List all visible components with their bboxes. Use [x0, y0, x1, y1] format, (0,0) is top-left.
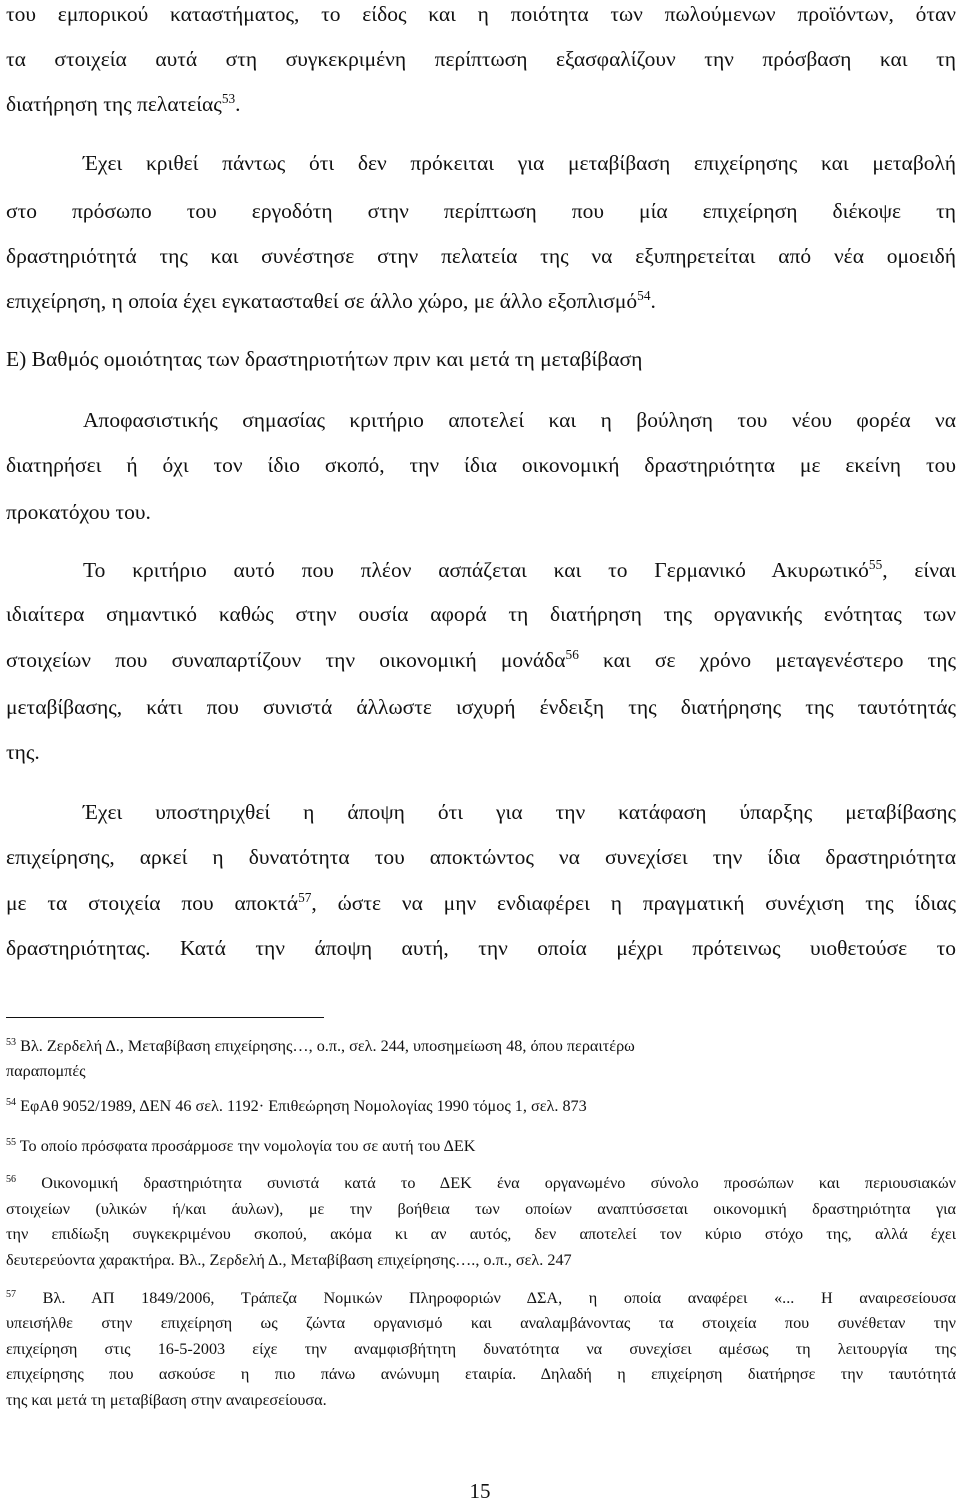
paragraph-line: [6, 798, 956, 826]
footnote-line: [6, 1095, 956, 1117]
paragraph-line: [6, 889, 956, 917]
text-run: ΕφΑθ 9052/1989, ΔΕΝ 46 σελ. 1192· Επιθεώρηση Νομολογίας 1990 τόμος 1, σελ. 873: [16, 1097, 587, 1115]
text-run: , ώστε να μην ενδιαφέρει η πραγματική συνέχιση της ίδιας: [311, 891, 957, 915]
paragraph-line: [6, 693, 956, 721]
paragraph-line: [6, 197, 956, 225]
paragraph-line: [6, 646, 956, 674]
text-run: με τα στοιχεία που αποκτά: [6, 891, 299, 915]
footnote-ref: 56: [6, 1173, 17, 1185]
page-number: 15: [469, 1479, 491, 1503]
paragraph-line: [6, 45, 956, 73]
footnote-line: [6, 1135, 956, 1157]
text-run: παραπομπές: [6, 1062, 86, 1080]
footnote-line: [6, 1287, 956, 1309]
text-run: επιχείρησης που ασκούσε η πιο πάνω ανώνυμη εταιρία. Δηλαδή η επιχείρηση διατήρησε την ταυτότητά: [6, 1365, 956, 1383]
paragraph-line: [6, 149, 956, 177]
text-run: δραστηριότητά της και συνέστησε στην πελατεία της να εξυπηρετείται από νέα ομοειδή: [6, 244, 956, 268]
footnote-line: [6, 1172, 956, 1194]
text-run: τα στοιχεία αυτά στη συγκεκριμένη περίπτωση εξασφαλίζουν την πρόσβαση και τη: [6, 47, 956, 71]
text-run: δραστηριότητας. Κατά την άποψη αυτή, την οποία μέχρι πρότεινως υιοθετούσε το: [6, 936, 956, 960]
text-run: μεταβίβασης, κάτι που συνιστά άλλωστε ισχυρή ένδειξη της διατήρησης της ταυτότητάς: [6, 695, 956, 719]
paragraph-line: [6, 498, 956, 526]
paragraph-line: [6, 0, 956, 28]
text-run: Το κριτήριο αυτό που πλέον ασπάζεται και το Γερμανικό Ακυρωτικό: [83, 558, 869, 582]
footnote-ref: 55: [868, 556, 883, 572]
footnote-ref: 55: [6, 1136, 17, 1148]
footnote-ref: 57: [6, 1288, 17, 1300]
text-run: ιδιαίτερα σημαντικό καθώς στην ουσία αφορά τη διατήρηση της οργανικής ενότητας των: [6, 602, 956, 626]
footnote-ref: 54: [6, 1096, 17, 1108]
paragraph-line: [6, 451, 956, 479]
text-run: Οικονομική δραστηριότητα συνιστά κατά το ΔΕΚ ένα οργανωμένο σύνολο προσώπων και περιουσιακών: [16, 1174, 956, 1192]
paragraph-line: [6, 556, 956, 584]
text-run: της και μετά τη μεταβίβαση στην αναιρεσείουσα.: [6, 1391, 327, 1409]
footnote-ref: 56: [565, 646, 579, 662]
text-run: , είναι: [882, 558, 956, 582]
footnote-line: [6, 1363, 956, 1385]
text-run: .: [235, 92, 241, 116]
text-run: υπεισήλθε στην επιχείρηση ως ζώντα οργανισμό και αναλαμβάνοντας τα στοιχεία που συνέθεταν την: [6, 1314, 956, 1332]
text-run: και σε χρόνο μεταγενέστερο της: [578, 648, 956, 672]
text-run: επιχείρηση στις 16-5-2003 είχε την αναμφισβήτητη δυνατότητα να συνεχίσει αμέσως τη λειτουργία της: [6, 1340, 956, 1358]
footnote-ref: 53: [221, 90, 236, 106]
text-run: στο πρόσωπο του εργοδότη στην περίπτωση που μία επιχείρηση διέκοψε τη: [6, 199, 956, 223]
footnote-line: [6, 1198, 956, 1220]
text-run: Βλ. Ζερδελή Δ., Μεταβίβαση επιχείρησης…, ο.π., σελ. 244, υποσημείωση 48, όπου περαιτέρω: [16, 1037, 635, 1055]
text-run: της.: [6, 740, 40, 764]
paragraph-line: [6, 738, 956, 766]
text-run: προκατόχου του.: [6, 500, 151, 524]
text-run: στοιχείων που συναπαρτίζουν την οικονομική μονάδα: [6, 648, 566, 672]
text-run: Ε) Βαθμός ομοιότητας των δραστηριοτήτων πριν και μετά τη μεταβίβαση: [6, 347, 643, 371]
text-run: διατήρηση της πελατείας: [6, 92, 222, 116]
text-run: δευτερεύοντα χαρακτήρα. Βλ., Ζερδελή Δ., Μεταβίβαση επιχείρησης…., ο.π., σελ. 247: [6, 1251, 572, 1269]
paragraph-line: [6, 406, 956, 434]
paragraph-line: [6, 600, 956, 628]
paragraph-line: [6, 287, 956, 315]
footnote-line: [6, 1389, 956, 1411]
text-run: Βλ. ΑΠ 1849/2006, Τράπεζα Νομικών Πληροφοριών ΔΣΑ, η οποία αναφέρει «... Η αναιρεσείουσα: [16, 1289, 956, 1307]
paragraph-line: [6, 843, 956, 871]
footnote-ref: 54: [637, 287, 651, 303]
text-run: Έχει υποστηριχθεί η άποψη ότι για την κατάφαση ύπαρξης μεταβίβασης: [83, 800, 956, 824]
text-run: Έχει κριθεί πάντως ότι δεν πρόκειται για μεταβίβαση επιχείρησης και μεταβολή: [83, 151, 956, 175]
paragraph-line: [6, 90, 956, 118]
footnote-line: [6, 1060, 956, 1082]
text-run: .: [650, 289, 656, 313]
footnote-line: [6, 1035, 956, 1057]
footnote-line: [6, 1223, 956, 1245]
paragraph-line: [6, 242, 956, 270]
footnote-line: [6, 1249, 956, 1271]
footnote-line: [6, 1338, 956, 1360]
text-run: επιχείρηση, η οποία έχει εγκατασταθεί σε άλλο χώρο, με άλλο εξοπλισμό: [6, 289, 638, 313]
paragraph-line: [6, 934, 956, 962]
text-run: στοιχείων (υλικών ή/και άυλων), με την βοήθεια των οποίων αναπτύσσεται οικονομική δραστηριότητα για: [6, 1200, 956, 1218]
footnote-separator: [6, 1017, 324, 1018]
footnote-ref: 57: [298, 889, 312, 905]
text-run: την επιδίωξη συγκεκριμένου σκοπού, ακόμα κι αν αυτός, δεν αποτελεί τον κύριο στόχο της, αλλά έχει: [6, 1225, 956, 1243]
section-heading: [6, 345, 956, 373]
text-run: επιχείρησης, αρκεί η δυνατότητα του αποκτώντος να συνεχίσει την ίδια δραστηριότητα: [6, 845, 956, 869]
text-run: Αποφασιστικής σημασίας κριτήριο αποτελεί και η βούληση του νέου φορέα να: [83, 408, 956, 432]
text-run: του εμπορικού καταστήματος, το είδος και η ποιότητα των πωλούμενων προϊόντων, όταν: [6, 2, 956, 26]
footnote-line: [6, 1312, 956, 1334]
text-run: Το οποίο πρόσφατα προσάρμοσε την νομολογία του σε αυτή του ΔΕΚ: [16, 1137, 476, 1155]
text-run: διατηρήσει ή όχι τον ίδιο σκοπό, την ίδια οικονομική δραστηριότητα με εκείνη του: [6, 453, 956, 477]
footnote-ref: 53: [6, 1036, 17, 1048]
